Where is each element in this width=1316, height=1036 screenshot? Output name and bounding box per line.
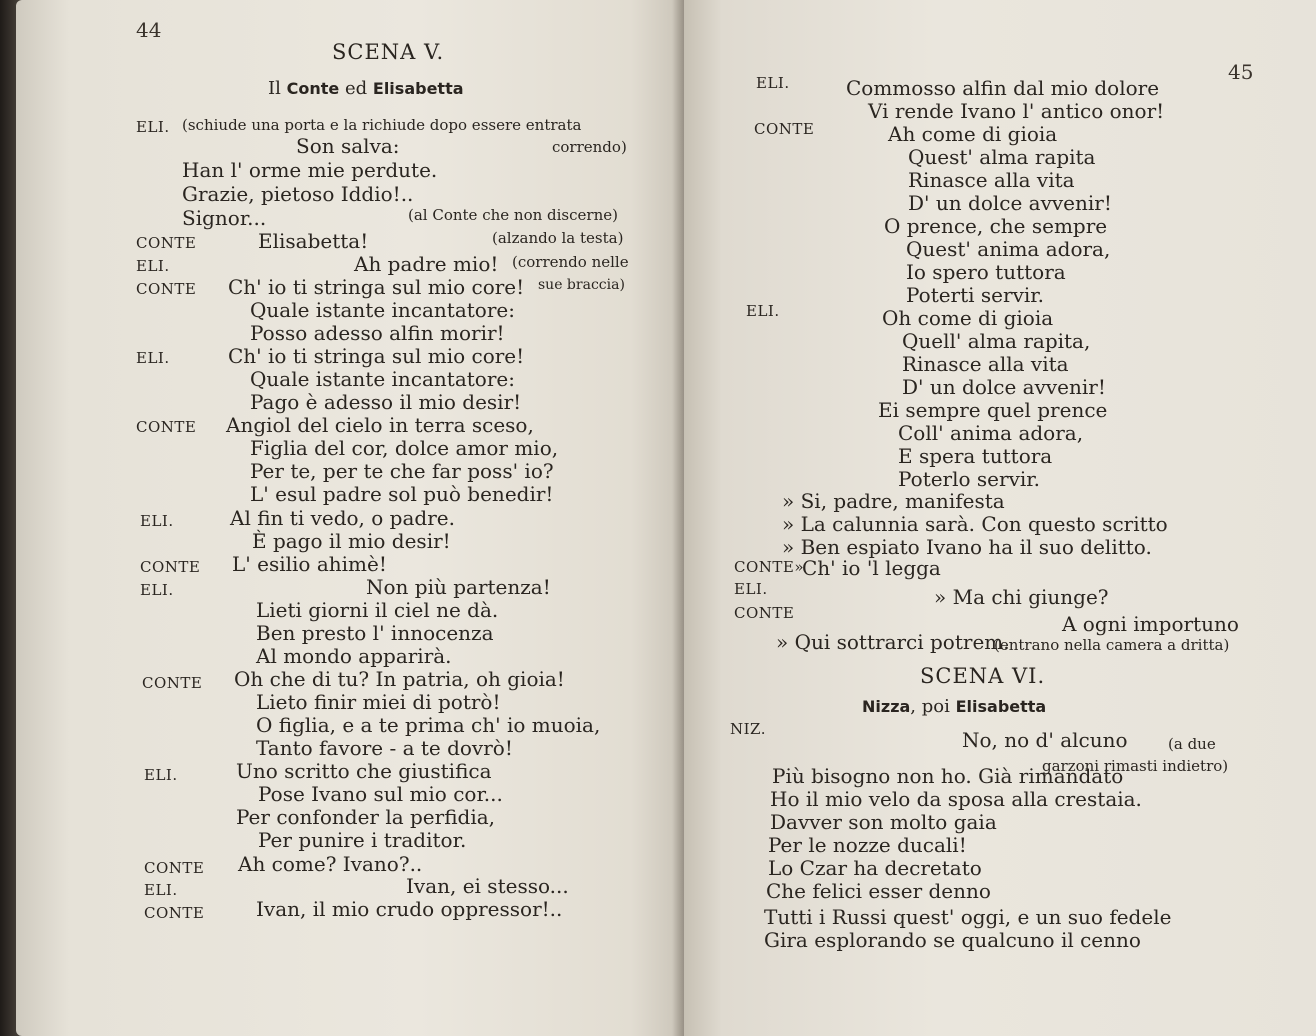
stage-direction: (entrano nella camera a dritta) (994, 636, 1230, 654)
verse-line: Per punire i traditor. (258, 828, 467, 852)
verse-line: Son salva: (296, 134, 400, 158)
verse-line: Lo Czar ha decretato (768, 856, 982, 880)
speaker-label: ELI. (144, 881, 178, 899)
verse-line: Quale istante incantatore: (250, 298, 515, 322)
verse-line: Pago è adesso il mio desir! (250, 390, 522, 414)
speaker-label: ELI. (746, 302, 780, 320)
speaker-label: CONTE (136, 234, 197, 252)
verse-line: A ogni importuno (1062, 612, 1239, 636)
speaker-label: ELI. (140, 581, 174, 599)
verse-line: Per confonder la perfidia, (236, 805, 496, 829)
subtitle-name-2: Elisabetta (955, 697, 1047, 716)
stage-direction: (alzando la testa) (492, 229, 624, 247)
stage-direction: correndo) (552, 138, 627, 156)
speaker-label: CONTE (144, 904, 205, 922)
verse-line: Al fin ti vedo, o padre. (230, 506, 455, 530)
verse-line: Ah come? Ivano?.. (238, 852, 423, 876)
verse-line: Quest' alma rapita (908, 145, 1096, 169)
verse-line: E spera tuttora (898, 444, 1053, 468)
verse-line: Gira esplorando se qualcuno il cenno (764, 928, 1141, 952)
verse-line: Poterti servir. (906, 283, 1044, 307)
page-number: 45 (1228, 60, 1254, 84)
stage-direction: (correndo nelle (512, 253, 629, 271)
verse-line: Quell' alma rapita, (902, 329, 1091, 353)
verse-line: Ivan, ei stesso... (406, 874, 569, 898)
stage-direction: garzoni rimasti indietro) (1042, 757, 1229, 775)
verse-line: Ch' io ti stringa sul mio core! (228, 275, 525, 299)
speaker-label: CONTE (734, 604, 795, 622)
verse-line: Poterlo servir. (898, 467, 1040, 491)
verse-line: Han l' orme mie perdute. (182, 158, 438, 182)
speaker-label: ELI. (756, 74, 790, 92)
verse-line: Grazie, pietoso Iddio!.. (182, 182, 414, 206)
verse-line: » Qui sottrarci potrem. (776, 630, 1010, 654)
speaker-label: CONTE (142, 674, 203, 692)
subtitle-prefix: Il (268, 78, 281, 99)
verse-line: Lieto finir miei di potrò! (256, 690, 501, 714)
verse-line: Ei sempre quel prence (878, 398, 1108, 422)
verse-line: Ah padre mio! (354, 252, 499, 276)
verse-line: Lieti giorni il ciel ne dà. (256, 598, 499, 622)
verse-line: Più bisogno non ho. Già rimandato (772, 764, 1124, 788)
verse-line: Oh come di gioia (882, 306, 1054, 330)
speaker-label: CONTE (136, 280, 197, 298)
verse-line: Coll' anima adora, (898, 421, 1084, 445)
verse-line: Tanto favore - a te dovrò! (256, 736, 513, 760)
stage-direction: sue braccia) (538, 277, 625, 293)
verse-line: Io spero tuttora (906, 260, 1066, 284)
verse-line: Ah come di gioia (888, 122, 1058, 146)
verse-line: Commosso alfin dal mio dolore (846, 76, 1160, 100)
verse-line: Per te, per te che far poss' io? (250, 459, 554, 483)
verse-line: Rinasce alla vita (902, 352, 1069, 376)
verse-line: D' un dolce avvenir! (908, 191, 1112, 215)
speaker-label: ELI. (136, 349, 170, 367)
right-page (684, 0, 1316, 1036)
verse-line: Vi rende Ivano l' antico onor! (868, 99, 1165, 123)
stage-direction: (schiude una porta e la richiude dopo essere entrata (182, 116, 582, 134)
verse-line: O figlia, e a te prima ch' io muoia, (256, 713, 601, 737)
scene-title: SCENA V. (332, 40, 445, 64)
speaker-label: CONTE» (734, 558, 805, 576)
verse-line: Ch' io ti stringa sul mio core! (228, 344, 525, 368)
verse-line: Pose Ivano sul mio cor... (258, 782, 503, 806)
subtitle-name-2: Elisabetta (372, 79, 464, 98)
verse-line: È pago il mio desir! (252, 529, 451, 553)
speaker-label: ELI. (136, 257, 170, 275)
verse-line: » Ben espiato Ivano ha il suo delitto. (782, 535, 1152, 559)
verse-line: Per le nozze ducali! (768, 833, 967, 857)
verse-line: L' esul padre sol può benedir! (250, 482, 554, 506)
verse-line: Quest' anima adora, (906, 237, 1111, 261)
verse-line: » La calunnia sarà. Con questo scritto (782, 512, 1168, 536)
verse-line: No, no d' alcuno (962, 728, 1128, 752)
verse-line: Signor... (182, 206, 267, 230)
subtitle-name-1: Conte (286, 79, 340, 98)
verse-line: Ivan, il mio crudo oppressor!.. (256, 897, 563, 921)
stage-direction: (al Conte che non discerne) (408, 206, 618, 224)
left-page (16, 0, 684, 1036)
verse-line: Quale istante incantatore: (250, 367, 515, 391)
verse-line: D' un dolce avvenir! (902, 375, 1106, 399)
verse-line: Davver son molto gaia (770, 810, 997, 834)
verse-line: Non più partenza! (366, 575, 551, 599)
speaker-label: ELI. (144, 766, 178, 784)
stage-direction: (a due (1168, 735, 1216, 753)
speaker-label: NIZ. (730, 720, 766, 738)
page-number: 44 (136, 18, 162, 42)
scene-subtitle (268, 78, 464, 99)
verse-line: » Ma chi giunge? (934, 585, 1109, 609)
scene-title: SCENA VI. (920, 664, 1046, 688)
verse-line: O prence, che sempre (884, 214, 1108, 238)
verse-line: Al mondo apparirà. (256, 644, 452, 668)
speaker-label: CONTE (754, 120, 815, 138)
verse-line: Rinasce alla vita (908, 168, 1075, 192)
subtitle-mid: , poi (910, 696, 950, 717)
speaker-label: ELI. (734, 580, 768, 598)
verse-line: Angiol del cielo in terra sceso, (226, 413, 534, 437)
speaker-label: CONTE (144, 859, 205, 877)
verse-line: Elisabetta! (258, 229, 369, 253)
speaker-label: CONTE (140, 558, 201, 576)
verse-line: Uno scritto che giustifica (236, 759, 492, 783)
speaker-label: ELI. (136, 118, 170, 136)
verse-line: Posso adesso alfin morir! (250, 321, 505, 345)
verse-line: Figlia del cor, dolce amor mio, (250, 436, 559, 460)
verse-line: Che felici esser denno (766, 879, 991, 903)
verse-line: Tutti i Russi quest' oggi, e un suo fedele (764, 905, 1172, 929)
speaker-label: CONTE (136, 418, 197, 436)
verse-line: Oh che di tu? In patria, oh gioia! (234, 667, 565, 691)
verse-line: L' esilio ahimè! (232, 552, 387, 576)
scene-subtitle (862, 696, 1046, 717)
subtitle-name-1: Nizza (862, 697, 911, 716)
verse-line: » Si, padre, manifesta (782, 489, 1005, 513)
verse-line: Ho il mio velo da sposa alla crestaia. (770, 787, 1142, 811)
speaker-label: ELI. (140, 512, 174, 530)
subtitle-mid: ed (344, 78, 368, 99)
verse-line: Ch' io 'l legga (802, 556, 941, 580)
verse-line: Ben presto l' innocenza (256, 621, 494, 645)
